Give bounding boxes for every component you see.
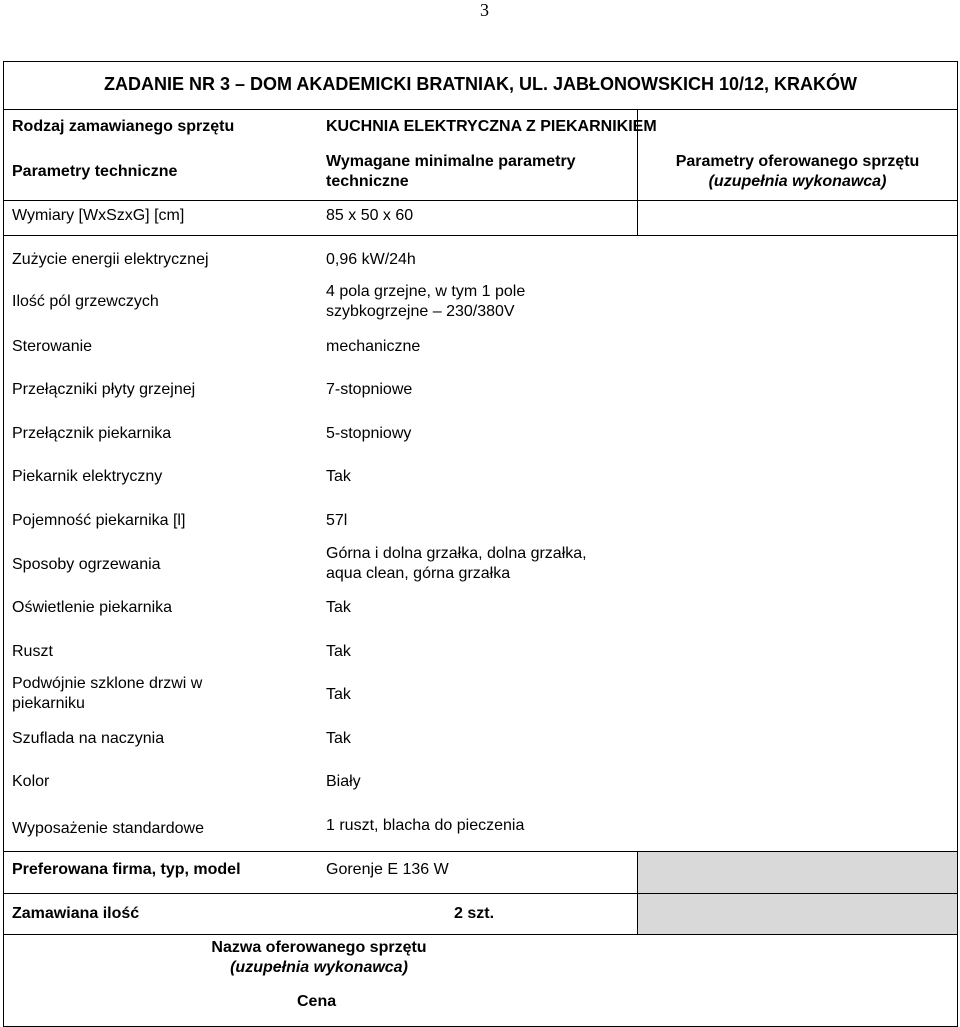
price-label: Cena bbox=[297, 993, 337, 1010]
required-params-header: Wymagane minimalne parametry techniczne bbox=[326, 153, 576, 190]
param-value: Tak bbox=[326, 730, 351, 747]
param-label: Sposoby ogrzewania bbox=[12, 556, 161, 573]
offered-params-note: (uzupełnia wykonawca) bbox=[708, 173, 887, 190]
param-label: Kolor bbox=[12, 773, 50, 790]
preferred-model-value: Gorenje E 136 W bbox=[326, 861, 449, 878]
param-label: Szuflada na naczynia bbox=[12, 730, 165, 747]
shaded-cell bbox=[638, 852, 957, 893]
equipment-type-value: KUCHNIA ELEKTRYCZNA Z PIEKARNIKIEM bbox=[326, 118, 657, 135]
param-label: Zużycie energii elektrycznej bbox=[12, 251, 209, 268]
shaded-cell bbox=[638, 894, 957, 934]
param-label: Wyposażenie standardowe bbox=[12, 820, 204, 837]
param-label: Wymiary [WxSzxG] [cm] bbox=[12, 207, 185, 224]
quantity-label: Zamawiana ilość bbox=[12, 905, 140, 922]
param-value: 5-stopniowy bbox=[326, 425, 412, 442]
param-value: Tak bbox=[326, 686, 351, 703]
param-value: mechaniczne bbox=[326, 338, 421, 355]
param-value: Biały bbox=[326, 773, 361, 790]
offered-params-header bbox=[638, 152, 957, 192]
param-label: Pojemność piekarnika [l] bbox=[12, 512, 186, 529]
equipment-type-label: Rodzaj zamawianego sprzętu bbox=[12, 118, 235, 135]
divider bbox=[4, 934, 957, 935]
offered-name-label: Nazwa oferowanego sprzętu bbox=[211, 939, 427, 956]
offered-params-label: Parametry oferowanego sprzętu bbox=[675, 153, 920, 170]
preferred-model-label: Preferowana firma, typ, model bbox=[12, 861, 241, 878]
param-value: 57l bbox=[326, 512, 348, 529]
param-value: Górna i dolna grzałka, dolna grzałka, aqua clean, górna grzałka bbox=[326, 545, 587, 582]
form-title: ZADANIE NR 3 – DOM AKADEMICKI BRATNIAK, UL. JABŁONOWSKICH 10/12, KRAKÓW bbox=[103, 74, 858, 94]
params-header: Parametry techniczne bbox=[12, 163, 178, 180]
param-value: 1 ruszt, blacha do pieczenia bbox=[326, 817, 525, 834]
quantity-value: 2 szt. bbox=[454, 905, 495, 922]
param-value: Tak bbox=[326, 599, 351, 616]
param-label: Przełączniki płyty grzejnej bbox=[12, 381, 196, 398]
param-value: Tak bbox=[326, 643, 351, 660]
divider bbox=[4, 200, 957, 201]
param-label: Oświetlenie piekarnika bbox=[12, 599, 173, 616]
param-value: 85 x 50 x 60 bbox=[326, 207, 414, 224]
param-value: 0,96 kW/24h bbox=[326, 251, 416, 268]
param-label: Ilość pól grzewczych bbox=[12, 293, 159, 310]
param-value: Tak bbox=[326, 468, 351, 485]
param-value: 7-stopniowe bbox=[326, 381, 413, 398]
param-label: Ruszt bbox=[12, 643, 53, 660]
param-label: Przełącznik piekarnika bbox=[12, 425, 172, 442]
param-label: Podwójnie szklone drzwi w piekarniku bbox=[12, 675, 203, 712]
divider bbox=[4, 235, 957, 236]
param-label: Sterowanie bbox=[12, 338, 93, 355]
param-label: Piekarnik elektryczny bbox=[12, 468, 163, 485]
offered-name-note: (uzupełnia wykonawca) bbox=[230, 959, 408, 976]
divider bbox=[4, 109, 957, 110]
page-number: 3 bbox=[480, 0, 489, 20]
offered-name-field bbox=[184, 938, 454, 978]
param-value: 4 pola grzejne, w tym 1 pole szybkogrzejne – 230/380V bbox=[326, 283, 526, 320]
specification-form bbox=[3, 61, 958, 1027]
